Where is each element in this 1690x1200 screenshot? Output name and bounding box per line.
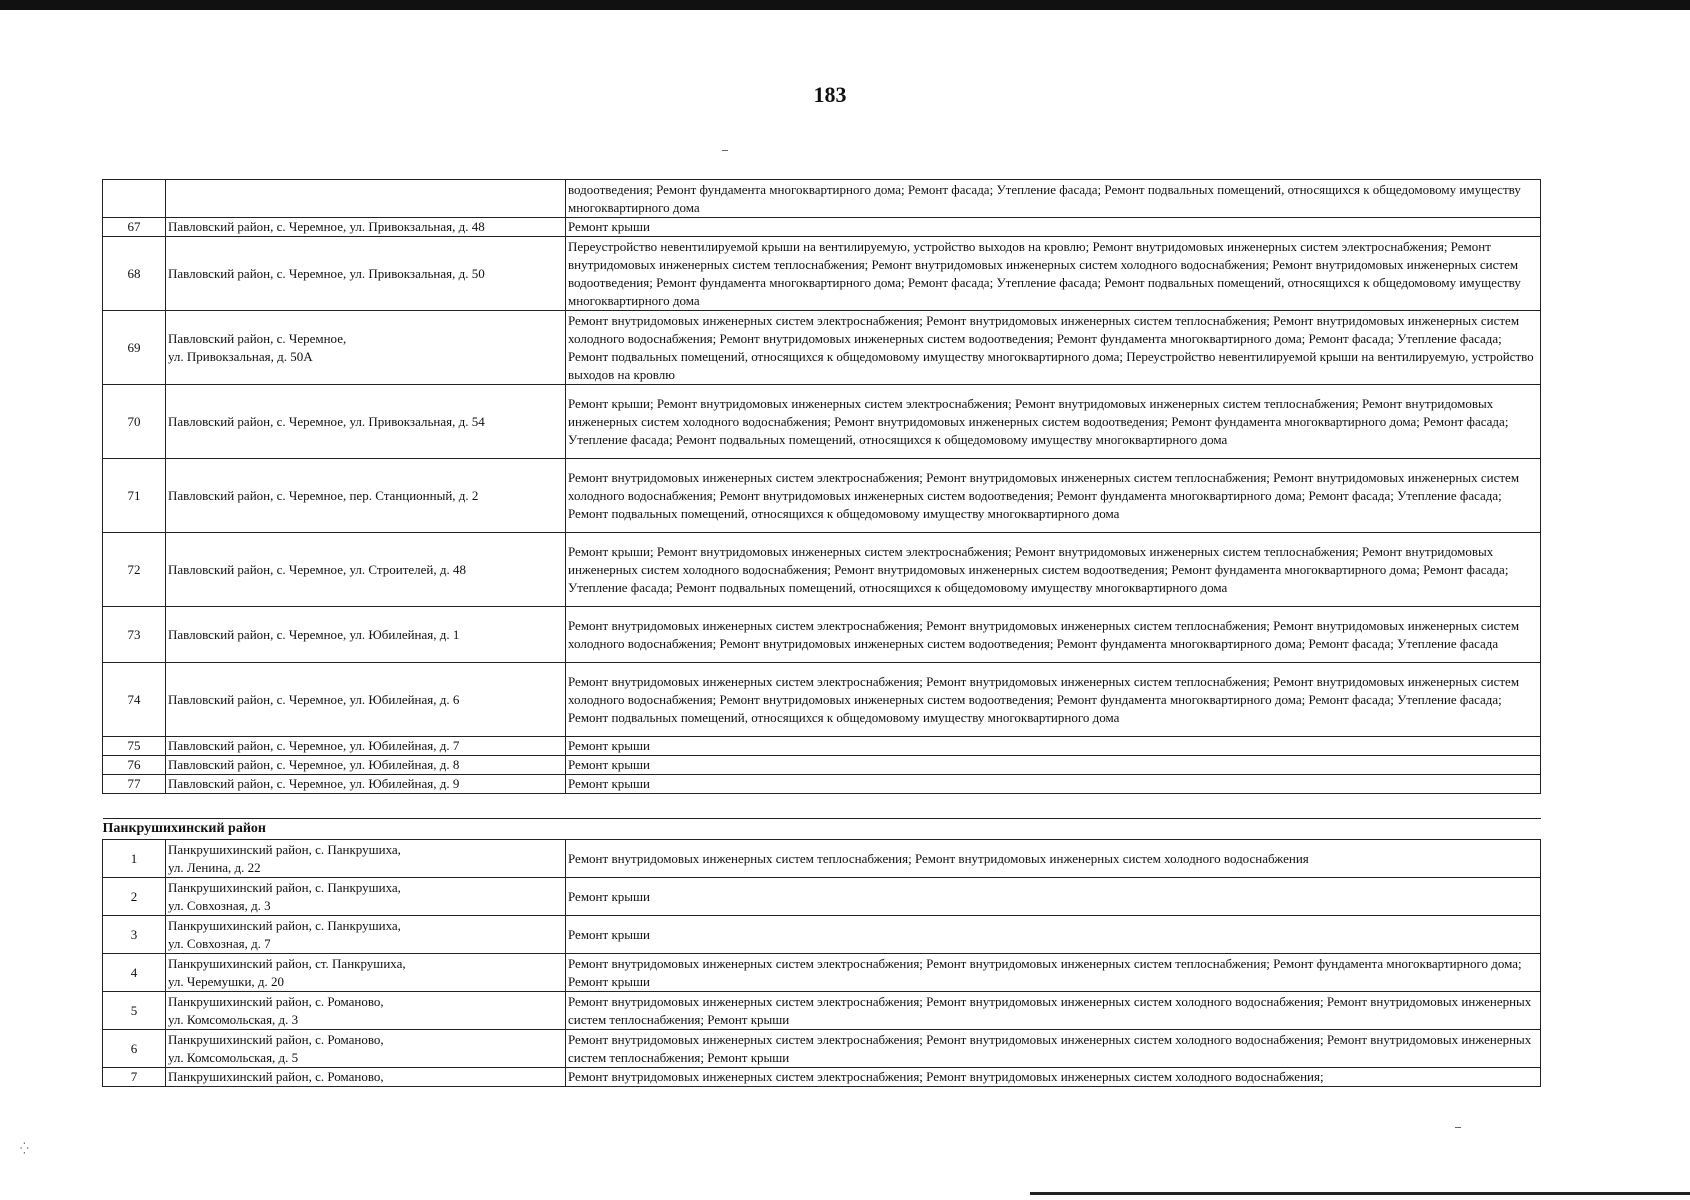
row-number: 69 <box>103 311 166 385</box>
repair-program-table <box>102 179 1541 1087</box>
row-works: Ремонт крыши; Ремонт внутридомовых инженерных систем электроснабжения; Ремонт внутридомовых инженерных систем теплоснабжения; Ремонт внутридомовых инженерных систем холодного водоснабжения; Ремонт внутридомовых инженерных систем водоотведения; Ремонт фундамента многоквартирного дома; Ремонт фасада; Утепление фасада; Ремонт подвальных помещений, относящихся к общедомовому имуществу многоквартирного дома <box>566 533 1541 607</box>
row-number: 68 <box>103 237 166 311</box>
row-number: 71 <box>103 459 166 533</box>
row-number: 73 <box>103 607 166 663</box>
table-row <box>103 663 1541 737</box>
table-row <box>103 218 1541 237</box>
row-address-line: ул. Комсомольская, д. 5 <box>168 1049 299 1065</box>
table-row <box>103 954 1541 992</box>
table-row <box>103 992 1541 1030</box>
row-address: Павловский район, с. Черемное, ул. Юбилейная, д. 1 <box>166 607 566 663</box>
table-row <box>103 311 1541 385</box>
row-number: 2 <box>103 878 166 916</box>
table-row <box>103 840 1541 878</box>
row-works: Ремонт крыши <box>566 756 1541 775</box>
row-number: 77 <box>103 775 166 794</box>
row-address <box>166 1030 566 1068</box>
section-title: Панкрушихинский район <box>103 819 1541 840</box>
row-number: 6 <box>103 1030 166 1068</box>
table-row <box>103 737 1541 756</box>
row-number: 3 <box>103 916 166 954</box>
row-address-line: ул. Совхозная, д. 3 <box>168 897 271 913</box>
row-address <box>166 954 566 992</box>
scan-bottom-edge <box>1030 1192 1690 1195</box>
row-number: 76 <box>103 756 166 775</box>
row-address: Панкрушихинский район, с. Романово, <box>166 1068 566 1087</box>
row-works: Ремонт крыши <box>566 775 1541 794</box>
row-address <box>166 992 566 1030</box>
row-works: Ремонт крыши <box>566 218 1541 237</box>
row-works: Ремонт крыши <box>566 916 1541 954</box>
row-address-line: ул. Ленина, д. 22 <box>168 859 261 875</box>
row-address-line: ул. Комсомольская, д. 3 <box>168 1011 299 1027</box>
scan-mark <box>1455 1127 1461 1128</box>
row-number: 72 <box>103 533 166 607</box>
row-number: 4 <box>103 954 166 992</box>
row-number: 70 <box>103 385 166 459</box>
row-works: Ремонт внутридомовых инженерных систем электроснабжения; Ремонт внутридомовых инженерных систем теплоснабжения; Ремонт внутридомовых инженерных систем холодного водоснабжения; Ремонт внутридомовых инженерных систем водоотведения; Ремонт фундамента многоквартирного дома; Ремонт фасада; Утепление фасада; Ремонт подвальных помещений, относящихся к общедомовому имуществу многоквартирного дома <box>566 459 1541 533</box>
row-address: Павловский район, с. Черемное, ул. Привокзальная, д. 50 <box>166 237 566 311</box>
row-address <box>166 878 566 916</box>
row-works: Ремонт внутридомовых инженерных систем электроснабжения; Ремонт внутридомовых инженерных систем теплоснабжения; Ремонт внутридомовых инженерных систем холодного водоснабжения; Ремонт внутридомовых инженерных систем водоотведения; Ремонт фундамента многоквартирного дома; Ремонт фасада; Утепление фасада; Ремонт подвальных помещений, относящихся к общедомовому имуществу многоквартирного дома <box>566 663 1541 737</box>
row-works: Ремонт крыши <box>566 737 1541 756</box>
row-number <box>103 180 166 218</box>
row-address-line: ул. Черемушки, д. 20 <box>168 973 285 989</box>
row-address-line: ул. Совхозная, д. 7 <box>168 935 271 951</box>
row-number: 5 <box>103 992 166 1030</box>
row-address <box>166 840 566 878</box>
row-address-line: Панкрушихинский район, с. Романово, <box>168 993 384 1009</box>
table-gap <box>103 794 1541 819</box>
row-address-line: Панкрушихинский район, ст. Панкрушиха, <box>168 955 406 971</box>
table-row <box>103 878 1541 916</box>
row-number: 7 <box>103 1068 166 1087</box>
table-row <box>103 237 1541 311</box>
table-row <box>103 459 1541 533</box>
row-works: Переустройство невентилируемой крыши на вентилируемую, устройство выходов на кровлю; Ремонт внутридомовых инженерных систем электроснабжения; Ремонт внутридомовых инженерных систем теплоснабжения; Ремонт внутридомовых инженерных систем холодного водоснабжения; Ремонт внутридомовых инженерных систем водоотведения; Ремонт фундамента многоквартирного дома; Ремонт фасада; Утепление фасада; Ремонт подвальных помещений, относящихся к общедомовому имуществу многоквартирного дома <box>566 237 1541 311</box>
row-works: Ремонт внутридомовых инженерных систем электроснабжения; Ремонт внутридомовых инженерных систем теплоснабжения; Ремонт внутридомовых инженерных систем холодного водоснабжения; Ремонт внутридомовых инженерных систем водоотведения; Ремонт фундамента многоквартирного дома; Ремонт фасада; Утепление фасада; Ремонт подвальных помещений, относящихся к общедомовому имуществу многоквартирного дома; Переустройство невентилируемой крыши на вентилируемую, устройство выходов на кровлю <box>566 311 1541 385</box>
table-row <box>103 756 1541 775</box>
row-address-line: Панкрушихинский район, с. Панкрушиха, <box>168 917 401 933</box>
row-address: Павловский район, с. Черемное, ул. Привокзальная, д. 54 <box>166 385 566 459</box>
row-number: 74 <box>103 663 166 737</box>
row-address: Павловский район, с. Черемное, ул. Юбилейная, д. 6 <box>166 663 566 737</box>
row-address: Павловский район, с. Черемное, ул. Привокзальная, д. 48 <box>166 218 566 237</box>
row-address-line: Панкрушихинский район, с. Панкрушиха, <box>168 879 401 895</box>
row-address-line: Павловский район, с. Черемное, <box>168 330 347 346</box>
scan-mark <box>722 150 728 151</box>
row-address: Павловский район, с. Черемное, ул. Юбилейная, д. 9 <box>166 775 566 794</box>
row-address: Павловский район, с. Черемное, ул. Юбилейная, д. 8 <box>166 756 566 775</box>
row-works: Ремонт внутридомовых инженерных систем электроснабжения; Ремонт внутридомовых инженерных систем теплоснабжения; Ремонт фундамента многоквартирного дома; Ремонт крыши <box>566 954 1541 992</box>
row-address-line: Панкрушихинский район, с. Романово, <box>168 1031 384 1047</box>
row-works: Ремонт внутридомовых инженерных систем электроснабжения; Ремонт внутридомовых инженерных систем холодного водоснабжения; Ремонт внутридомовых инженерных систем теплоснабжения; Ремонт крыши <box>566 992 1541 1030</box>
section-header-row <box>103 819 1541 840</box>
row-address <box>166 311 566 385</box>
table-row <box>103 1068 1541 1087</box>
row-address: Павловский район, с. Черемное, ул. Строителей, д. 48 <box>166 533 566 607</box>
row-works: Ремонт внутридомовых инженерных систем электроснабжения; Ремонт внутридомовых инженерных систем холодного водоснабжения; Ремонт внутридомовых инженерных систем теплоснабжения; Ремонт крыши <box>566 1030 1541 1068</box>
row-works: Ремонт крыши <box>566 878 1541 916</box>
row-address <box>166 180 566 218</box>
row-works: водоотведения; Ремонт фундамента многоквартирного дома; Ремонт фасада; Утепление фасада; Ремонт подвальных помещений, относящихся к общедомовому имуществу многоквартирного дома <box>566 180 1541 218</box>
row-address: Павловский район, с. Черемное, ул. Юбилейная, д. 7 <box>166 737 566 756</box>
row-number: 67 <box>103 218 166 237</box>
table-row <box>103 775 1541 794</box>
page-number: 183 <box>813 82 847 107</box>
row-address-line: ул. Привокзальная, д. 50А <box>168 348 313 364</box>
table-row <box>103 385 1541 459</box>
row-works: Ремонт внутридомовых инженерных систем электроснабжения; Ремонт внутридомовых инженерных систем холодного водоснабжения; <box>566 1068 1541 1087</box>
row-number: 1 <box>103 840 166 878</box>
scan-speck: ⁛ <box>20 1143 29 1155</box>
row-works: Ремонт крыши; Ремонт внутридомовых инженерных систем электроснабжения; Ремонт внутридомовых инженерных систем теплоснабжения; Ремонт внутридомовых инженерных систем холодного водоснабжения; Ремонт внутридомовых инженерных систем водоотведения; Ремонт фундамента многоквартирного дома; Ремонт фасада; Утепление фасада; Ремонт подвальных помещений, относящихся к общедомовому имуществу многоквартирного дома <box>566 385 1541 459</box>
row-works: Ремонт внутридомовых инженерных систем теплоснабжения; Ремонт внутридомовых инженерных систем холодного водоснабжения <box>566 840 1541 878</box>
table-row <box>103 916 1541 954</box>
table-row <box>103 1030 1541 1068</box>
table-row <box>103 607 1541 663</box>
row-address-line: Панкрушихинский район, с. Панкрушиха, <box>168 841 401 857</box>
row-number: 75 <box>103 737 166 756</box>
table-row <box>103 533 1541 607</box>
row-works: Ремонт внутридомовых инженерных систем электроснабжения; Ремонт внутридомовых инженерных систем теплоснабжения; Ремонт внутридомовых инженерных систем холодного водоснабжения; Ремонт внутридомовых инженерных систем водоотведения; Ремонт фундамента многоквартирного дома; Ремонт фасада; Утепление фасада <box>566 607 1541 663</box>
table-row <box>103 180 1541 218</box>
table-gap-cell <box>103 794 1541 819</box>
scan-top-border <box>0 0 1690 10</box>
row-address <box>166 916 566 954</box>
row-address: Павловский район, с. Черемное, пер. Станционный, д. 2 <box>166 459 566 533</box>
